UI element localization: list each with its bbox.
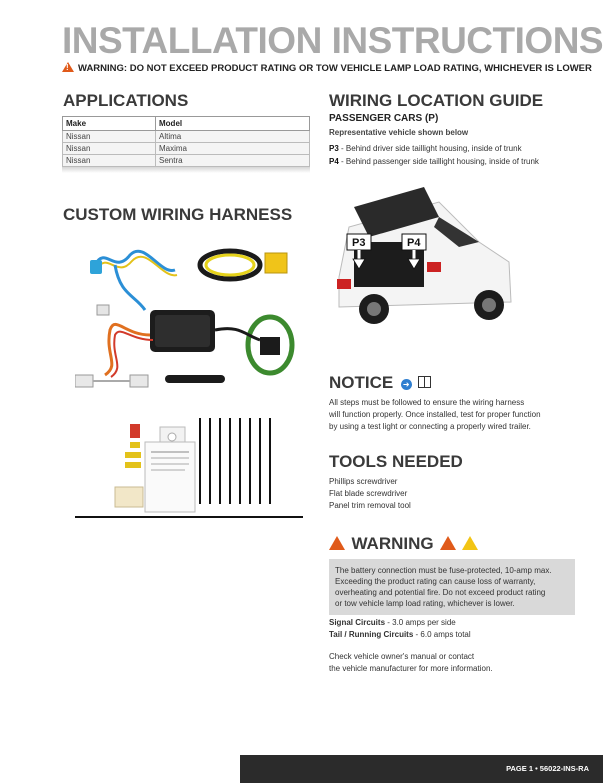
table-row [63,143,310,155]
cell-model: Maxima [156,143,310,155]
contact-note [329,651,493,675]
vehicle-photo [329,187,517,345]
tool-item: Panel trim removal tool [329,501,411,510]
arrow-circle-icon: ➜ [401,379,412,390]
p4-description [329,157,539,166]
warning-heading: WARNING [351,534,434,553]
wiring-guide-heading: WIRING LOCATION GUIDE [329,91,544,110]
photo-p3-label: P3 [352,237,366,249]
notice-body [329,397,541,433]
p4-text: - Behind passenger side taillight housing, inside of trunk [338,157,539,166]
notice-line: will function properly. Once installed, test for proper function [329,410,541,419]
cell-model: Sentra [156,155,310,167]
warning-banner-text: WARNING: DO NOT EXCEED PRODUCT RATING OR TOW VEHICLE LAMP LOAD RATING, WHICHEVER IS LOWER [78,63,592,74]
signal-label: Signal Circuits [329,618,386,627]
cell-make: Nissan [63,155,156,167]
tail-value: - 6.0 amps total [413,630,471,639]
cell-model: Altima [156,131,310,143]
warning-line: overheating and potential fire. Do not exceed product rating [335,588,546,597]
book-icon [418,376,431,388]
p4-label: P4 [329,157,339,166]
warning-triangle-icon [62,62,74,72]
tool-item: Phillips screwdriver [329,477,398,486]
circuit-ratings [329,617,471,641]
signal-value: - 3.0 amps per side [385,618,456,627]
photo-p4-label: P4 [407,237,421,249]
applications-heading: APPLICATIONS [63,91,189,110]
kit-contents-image [75,412,305,524]
contact-line: Check vehicle owner's manual or contact [329,652,475,661]
p3-text: - Behind driver side taillight housing, inside of trunk [338,144,522,153]
warning-line: or tow vehicle lamp load rating, whichever is lower. [335,599,515,608]
warning-heading-row [329,534,478,554]
car-illustration [329,187,517,345]
wiring-guide-note: Representative vehicle shown below [329,128,469,137]
notice-heading-row [329,373,431,393]
wiring-guide-subheading: PASSENGER CARS (P) [329,113,439,124]
harness-heading: CUSTOM WIRING HARNESS [63,205,293,224]
warning-line: Exceeding the product rating can cause loss of warranty, [335,577,536,586]
warning-banner [62,62,592,74]
page-footer [240,755,603,783]
electrical-hazard-icon [462,536,478,550]
cell-make: Nissan [63,143,156,155]
table-row [63,155,310,167]
tail-label: Tail / Running Circuits [329,630,414,639]
notice-heading: NOTICE [329,373,394,392]
table-shadow [62,167,310,173]
tail-circuits [329,629,471,641]
table-row [63,131,310,143]
warning-icon [329,536,345,550]
contact-line: the vehicle manufacturer for more information. [329,664,493,673]
notice-line: by using a test light or connecting a properly wired trailer. [329,422,531,431]
cell-make: Nissan [63,131,156,143]
tools-list [329,476,411,512]
column-header-make: Make [63,117,156,131]
tool-item: Flat blade screwdriver [329,489,408,498]
footer-text: PAGE 1 • 56022-INS-RA [506,764,589,773]
fire-hazard-icon [440,536,456,550]
wiring-harness-image [75,235,315,407]
applications-table [62,116,310,173]
p3-label: P3 [329,144,339,153]
warning-box [329,559,575,615]
tools-heading: TOOLS NEEDED [329,452,463,471]
page-title: INSTALLATION INSTRUCTIONS [62,20,603,61]
p3-description [329,144,522,153]
notice-line: All steps must be followed to ensure the wiring harness [329,398,525,407]
signal-circuits [329,617,471,629]
column-header-model: Model [156,117,310,131]
warning-line: The battery connection must be fuse-protected, 10-amp max. [335,566,552,575]
